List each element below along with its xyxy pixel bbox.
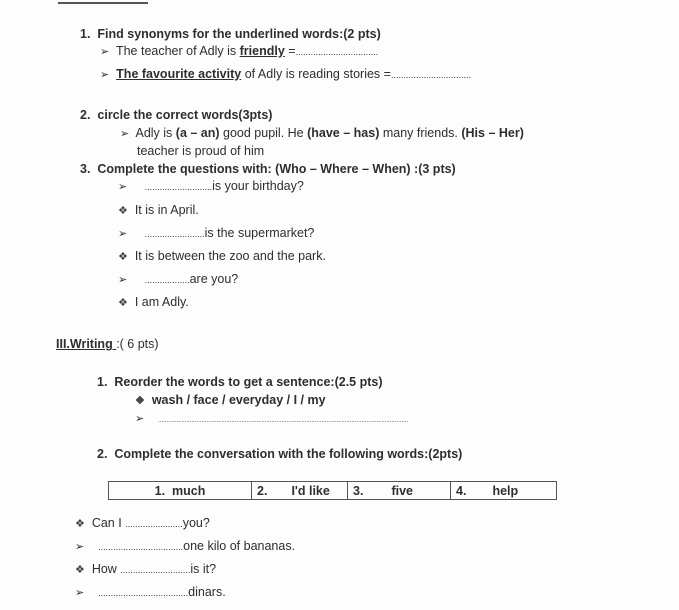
q3-question-3 [118,272,238,286]
dialogue-text: Can I [91,516,126,530]
answer-text: I am Adly. [134,295,189,309]
writing-q1-words [135,393,326,407]
word-bank-word: five [391,483,413,498]
word-bank-cell [451,482,556,499]
q2-text: good pupil. He [219,126,308,140]
dialogue-line-3 [75,562,216,576]
word-bank-word: I'd like [291,483,330,498]
arrow-bullet-icon: ➢ [100,46,110,58]
dialogue-line-1 [75,516,210,530]
q3-answer-2 [118,249,326,263]
diamond-bullet-icon: ❖ [118,297,128,309]
dialogue-text: is it? [190,562,217,576]
q1-title: Find synonyms for the underlined words:(2 pts) [97,27,381,41]
answer-blank[interactable]: ........................ [144,229,205,239]
q1-heading [80,27,381,41]
writing-q1-heading [97,375,383,389]
word-bank-word: much [172,483,206,498]
answer-blank[interactable]: ....................... [125,519,183,529]
dialogue-text: you? [182,516,210,530]
q1-item-1-equals: = [284,44,296,58]
answer-blank[interactable]: ............................ [120,565,191,575]
dialogue-text: one kilo of bananas. [183,539,296,553]
word-bank-word: help [492,483,519,498]
arrow-bullet-icon: ➢ [135,413,145,425]
diamond-bullet-icon: ❖ [135,395,145,407]
q3-heading [80,162,456,176]
q3-number: 3. [80,162,91,176]
q2-text: Adly is [135,126,176,140]
word-number: 1. [154,483,166,498]
writing-q1-answer [135,411,408,425]
q2-title: circle the correct words(3pts) [97,108,273,122]
answer-blank[interactable]: ........................... [144,182,213,192]
answer-blank[interactable]: ................................. [295,47,379,57]
choice-a-an[interactable]: (a – an) [175,126,220,140]
word-bank-cell [252,482,348,499]
q2-number: 2. [80,108,91,122]
word-bank-cell [109,482,252,499]
writing-q2-heading [97,447,462,461]
arrow-bullet-icon: ➢ [100,69,110,81]
q3-question-2 [118,226,314,240]
dialogue-text: How [91,562,121,576]
dialogue-line-4 [75,585,226,599]
answer-blank[interactable]: .................. [144,275,190,285]
q3-title: Complete the questions with: (Who – Where – When) :(3 pts) [97,162,456,176]
choice-have-has[interactable]: (have – has) [307,126,380,140]
diamond-bullet-icon: ❖ [118,251,128,263]
diamond-bullet-icon: ❖ [75,518,85,530]
q2-line-1 [120,126,524,140]
underlined-phrase: The favourite activity [116,67,242,81]
arrow-bullet-icon: ➢ [118,181,128,193]
answer-blank[interactable]: ................................ [390,70,471,80]
dialogue-line-2 [75,539,295,553]
q1-item-1-text: The teacher of Adly is [115,44,240,58]
q2-text: many friends. [379,126,462,140]
arrow-bullet-icon: ➢ [75,541,85,553]
dialogue-text: dinars. [188,585,226,599]
writing-q1-number: 1. [97,375,108,389]
answer-text: It is in April. [134,203,199,217]
writing-points: :( 6 pts) [116,337,159,351]
q3-question-1 [118,179,304,193]
arrow-bullet-icon: ➢ [118,228,128,240]
scrambled-words: wash / face / everyday / I / my [151,393,326,407]
word-bank-cell [348,482,451,499]
answer-blank[interactable]: .................................... [98,588,189,598]
question-text: is your birthday? [212,179,304,193]
writing-heading: III.Writing [56,337,117,351]
answer-text: It is between the zoo and the park. [134,249,326,263]
q3-answer-1 [118,203,199,217]
diamond-bullet-icon: ❖ [75,564,85,576]
choice-his-her[interactable]: (His – Her) [461,126,524,140]
q1-item-2 [100,67,471,81]
arrow-bullet-icon: ➢ [120,128,130,140]
word-bank-table [108,481,557,500]
word-number: 2. [257,483,268,498]
q1-item-1 [100,44,378,58]
arrow-bullet-icon: ➢ [118,274,128,286]
writing-q2-number: 2. [97,447,108,461]
answer-blank[interactable]: .................................. [98,542,184,552]
underlined-word: friendly [239,44,285,58]
answer-blank[interactable]: ...................................................................................................................................................... [158,418,409,424]
question-text: is the supermarket? [204,226,315,240]
q2-line-2: teacher is proud of him [137,144,265,158]
cut-off-heading-underline [58,0,148,4]
q1-item-2-text: of Adly is reading stories = [241,67,391,81]
q3-answer-3 [118,295,189,309]
writing-section-heading [56,337,159,351]
writing-q1-title: Reorder the words to get a sentence:(2.5 pts) [114,375,383,389]
word-number: 3. [353,483,364,498]
q1-number: 1. [80,27,91,41]
word-number: 4. [456,483,467,498]
diamond-bullet-icon: ❖ [118,205,128,217]
q2-heading [80,108,272,122]
writing-q2-title: Complete the conversation with the following words:(2pts) [114,447,463,461]
question-text: are you? [189,272,239,286]
arrow-bullet-icon: ➢ [75,587,85,599]
